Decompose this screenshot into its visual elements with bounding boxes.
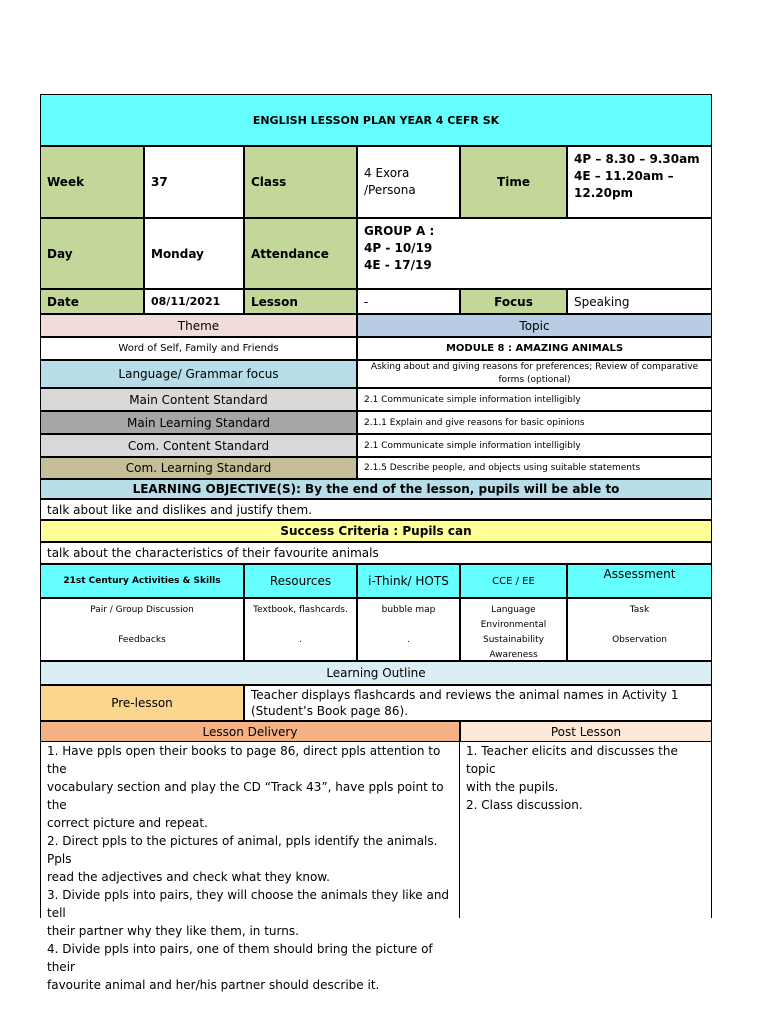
day-label: Day — [40, 218, 144, 289]
date-value: 08/11/2021 — [144, 289, 244, 314]
activities-skills-header: 21st Century Activities & Skills — [40, 564, 244, 598]
main-learning-standard-label: Main Learning Standard — [40, 411, 357, 434]
resources-value: Textbook, flashcards. . — [244, 598, 357, 661]
focus-label: Focus — [460, 289, 567, 314]
ithink-hots-value: bubble map . — [357, 598, 460, 661]
cce-ee-header: CCE / EE — [460, 564, 567, 598]
success-criteria-header: Success Criteria : Pupils can — [40, 520, 712, 542]
lesson-delivery-value: 1. Have ppls open their books to page 86, direct ppls attention to the vocabulary section and play the CD “Track 43”, have ppls point to the correct picture and repeat. 2. Direct ppls to the pictures of animal, ppls identify the animals. Ppls read the adjectives and check what they know. 3. Divide ppls into pairs, they will choose the animals they like and tell their partner why they like them, in turns. 4. Divide ppls into pairs, one of them should bring the picture of their favourite animal and her/his partner should describe it. — [40, 742, 460, 918]
main-content-standard-value: 2.1 Communicate simple information intelligibly — [357, 388, 712, 411]
language-focus-label: Language/ Grammar focus — [40, 360, 357, 388]
focus-value: Speaking — [567, 289, 712, 314]
pre-lesson-value: Teacher displays flashcards and reviews the animal names in Activity 1 (Student’s Book page 86). — [244, 685, 712, 721]
topic-value: MODULE 8 : AMAZING ANIMALS — [357, 337, 712, 360]
lesson-label: Lesson — [244, 289, 357, 314]
com-learning-standard-label: Com. Learning Standard — [40, 457, 357, 479]
date-label: Date — [40, 289, 144, 314]
post-lesson-value: 1. Teacher elicits and discusses the topic with the pupils. 2. Class discussion. — [460, 742, 712, 918]
attendance-value: GROUP A : 4P - 10/19 4E - 17/19 — [357, 218, 712, 289]
ithink-hots-header: i-Think/ HOTS — [357, 564, 460, 598]
learning-objective-value: talk about like and dislikes and justify them. — [40, 499, 712, 520]
main-content-standard-label: Main Content Standard — [40, 388, 357, 411]
post-lesson-header: Post Lesson — [460, 721, 712, 742]
com-content-standard-value: 2.1 Communicate simple information intelligibly — [357, 434, 712, 457]
success-criteria-value: talk about the characteristics of their favourite animals — [40, 542, 712, 564]
lesson-delivery-header: Lesson Delivery — [40, 721, 460, 742]
resources-header: Resources — [244, 564, 357, 598]
assessment-header: Assessment — [567, 564, 712, 598]
activities-skills-value: Pair / Group Discussion Feedbacks — [40, 598, 244, 661]
assessment-value: Task Observation — [567, 598, 712, 661]
com-content-standard-label: Com. Content Standard — [40, 434, 357, 457]
pre-lesson-label: Pre-lesson — [40, 685, 244, 721]
theme-header: Theme — [40, 314, 357, 337]
time-value: 4P – 8.30 – 9.30am 4E – 11.20am – 12.20pm — [567, 146, 712, 218]
cce-ee-value: Language Environmental Sustainability Awareness — [460, 598, 567, 661]
theme-value: Word of Self, Family and Friends — [40, 337, 357, 360]
language-focus-value: Asking about and giving reasons for preferences; Review of comparative forms (optional) — [357, 360, 712, 388]
topic-header: Topic — [357, 314, 712, 337]
week-label: Week — [40, 146, 144, 218]
time-label: Time — [460, 146, 567, 218]
class-label: Class — [244, 146, 357, 218]
lesson-value: - — [357, 289, 460, 314]
com-learning-standard-value: 2.1.5 Describe people, and objects using suitable statements — [357, 457, 712, 479]
week-value: 37 — [144, 146, 244, 218]
learning-objective-header: LEARNING OBJECTIVE(S): By the end of the lesson, pupils will be able to — [40, 479, 712, 499]
main-learning-standard-value: 2.1.1 Explain and give reasons for basic opinions — [357, 411, 712, 434]
learning-outline-header: Learning Outline — [40, 661, 712, 685]
lesson-plan-title: ENGLISH LESSON PLAN YEAR 4 CEFR SK — [40, 94, 712, 146]
day-value: Monday — [144, 218, 244, 289]
attendance-label: Attendance — [244, 218, 357, 289]
class-value: 4 Exora /Persona — [357, 146, 460, 218]
